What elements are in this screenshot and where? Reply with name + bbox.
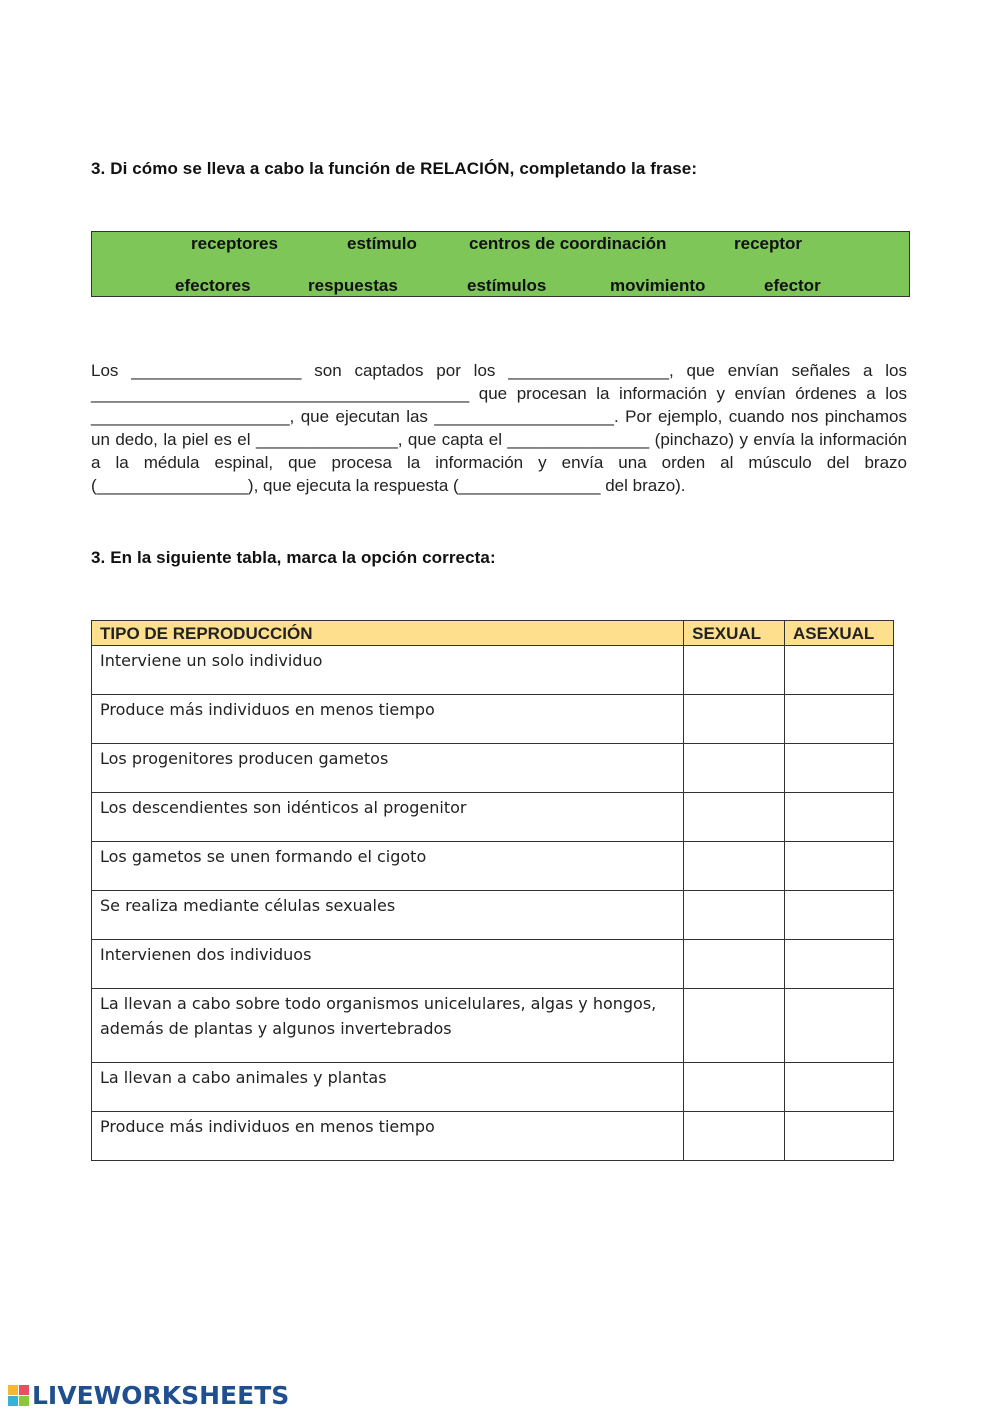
row-statement: Se realiza mediante células sexuales <box>92 891 684 940</box>
table-row <box>92 695 894 744</box>
logo-blocks-icon <box>8 1385 29 1406</box>
asexual-checkbox-cell[interactable] <box>785 842 894 891</box>
asexual-checkbox-cell[interactable] <box>785 695 894 744</box>
sexual-checkbox-cell[interactable] <box>684 744 785 793</box>
sexual-checkbox-cell[interactable] <box>684 891 785 940</box>
section-2-heading: 3. En la siguiente tabla, marca la opción correcta: <box>91 548 496 567</box>
word-bank-item: centros de coordinación <box>469 234 667 253</box>
row-statement: La llevan a cabo animales y plantas <box>92 1063 684 1112</box>
fill-in-paragraph: Los __________________ son captados por los _________________, que envían señales a los ________________________________________ que procesan la información y envían órdenes a los _____________________, que ejecutan las ___________________. Por ejemplo, cuando nos pinchamos un dedo, la piel es el _______________, que capta el _______________ (pinchazo) y envía la información a la médula espinal, que procesa la información y envía una orden al músculo del brazo (________________), que ejecuta la respuesta (_______________ del brazo). <box>91 361 907 495</box>
row-statement: Produce más individuos en menos tiempo <box>92 1112 684 1161</box>
logo-block <box>19 1385 29 1395</box>
word-bank-item: receptor <box>734 234 803 253</box>
sexual-checkbox-cell[interactable] <box>684 989 785 1063</box>
section-1-heading: 3. Di cómo se lleva a cabo la función de RELACIÓN, completando la frase: <box>91 159 698 178</box>
liveworksheets-logo[interactable] <box>8 1381 289 1409</box>
reproduction-table <box>91 620 894 1161</box>
table-row <box>92 1063 894 1112</box>
word-bank-item: estímulos <box>467 276 547 295</box>
table-row <box>92 744 894 793</box>
sexual-checkbox-cell[interactable] <box>684 695 785 744</box>
word-bank-item: receptores <box>191 234 278 253</box>
asexual-checkbox-cell[interactable] <box>785 646 894 695</box>
sexual-checkbox-cell[interactable] <box>684 1112 785 1161</box>
row-statement: Intervienen dos individuos <box>92 940 684 989</box>
word-bank-item: estímulo <box>347 234 417 253</box>
asexual-checkbox-cell[interactable] <box>785 891 894 940</box>
sexual-checkbox-cell[interactable] <box>684 842 785 891</box>
asexual-checkbox-cell[interactable] <box>785 744 894 793</box>
header-asexual: ASEXUAL <box>785 621 894 646</box>
header-sexual: SEXUAL <box>684 621 785 646</box>
sexual-checkbox-cell[interactable] <box>684 646 785 695</box>
table-row <box>92 891 894 940</box>
row-statement: Produce más individuos en menos tiempo <box>92 695 684 744</box>
table-row <box>92 793 894 842</box>
asexual-checkbox-cell[interactable] <box>785 793 894 842</box>
table-row <box>92 940 894 989</box>
logo-block <box>8 1396 18 1406</box>
row-statement: La llevan a cabo sobre todo organismos unicelulares, algas y hongos, además de plantas y algunos invertebrados <box>92 989 684 1063</box>
table-header-row <box>92 621 894 646</box>
asexual-checkbox-cell[interactable] <box>785 940 894 989</box>
logo-text: LIVEWORKSHEETS <box>32 1380 290 1410</box>
word-bank-item: respuestas <box>308 276 398 295</box>
sexual-checkbox-cell[interactable] <box>684 793 785 842</box>
table-row <box>92 646 894 695</box>
word-bank-item: efectores <box>175 276 251 295</box>
asexual-checkbox-cell[interactable] <box>785 1112 894 1161</box>
logo-block <box>8 1385 18 1395</box>
row-statement: Interviene un solo individuo <box>92 646 684 695</box>
asexual-checkbox-cell[interactable] <box>785 989 894 1063</box>
table-row <box>92 989 894 1063</box>
word-bank-item: efector <box>764 276 821 295</box>
logo-block <box>19 1396 29 1406</box>
asexual-checkbox-cell[interactable] <box>785 1063 894 1112</box>
word-bank-item: movimiento <box>610 276 706 295</box>
row-statement: Los gametos se unen formando el cigoto <box>92 842 684 891</box>
table-row <box>92 842 894 891</box>
sexual-checkbox-cell[interactable] <box>684 1063 785 1112</box>
row-statement: Los descendientes son idénticos al progenitor <box>92 793 684 842</box>
row-statement: Los progenitores producen gametos <box>92 744 684 793</box>
table-row <box>92 1112 894 1161</box>
header-tipo: TIPO DE REPRODUCCIÓN <box>92 621 684 646</box>
sexual-checkbox-cell[interactable] <box>684 940 785 989</box>
word-bank <box>91 231 910 297</box>
